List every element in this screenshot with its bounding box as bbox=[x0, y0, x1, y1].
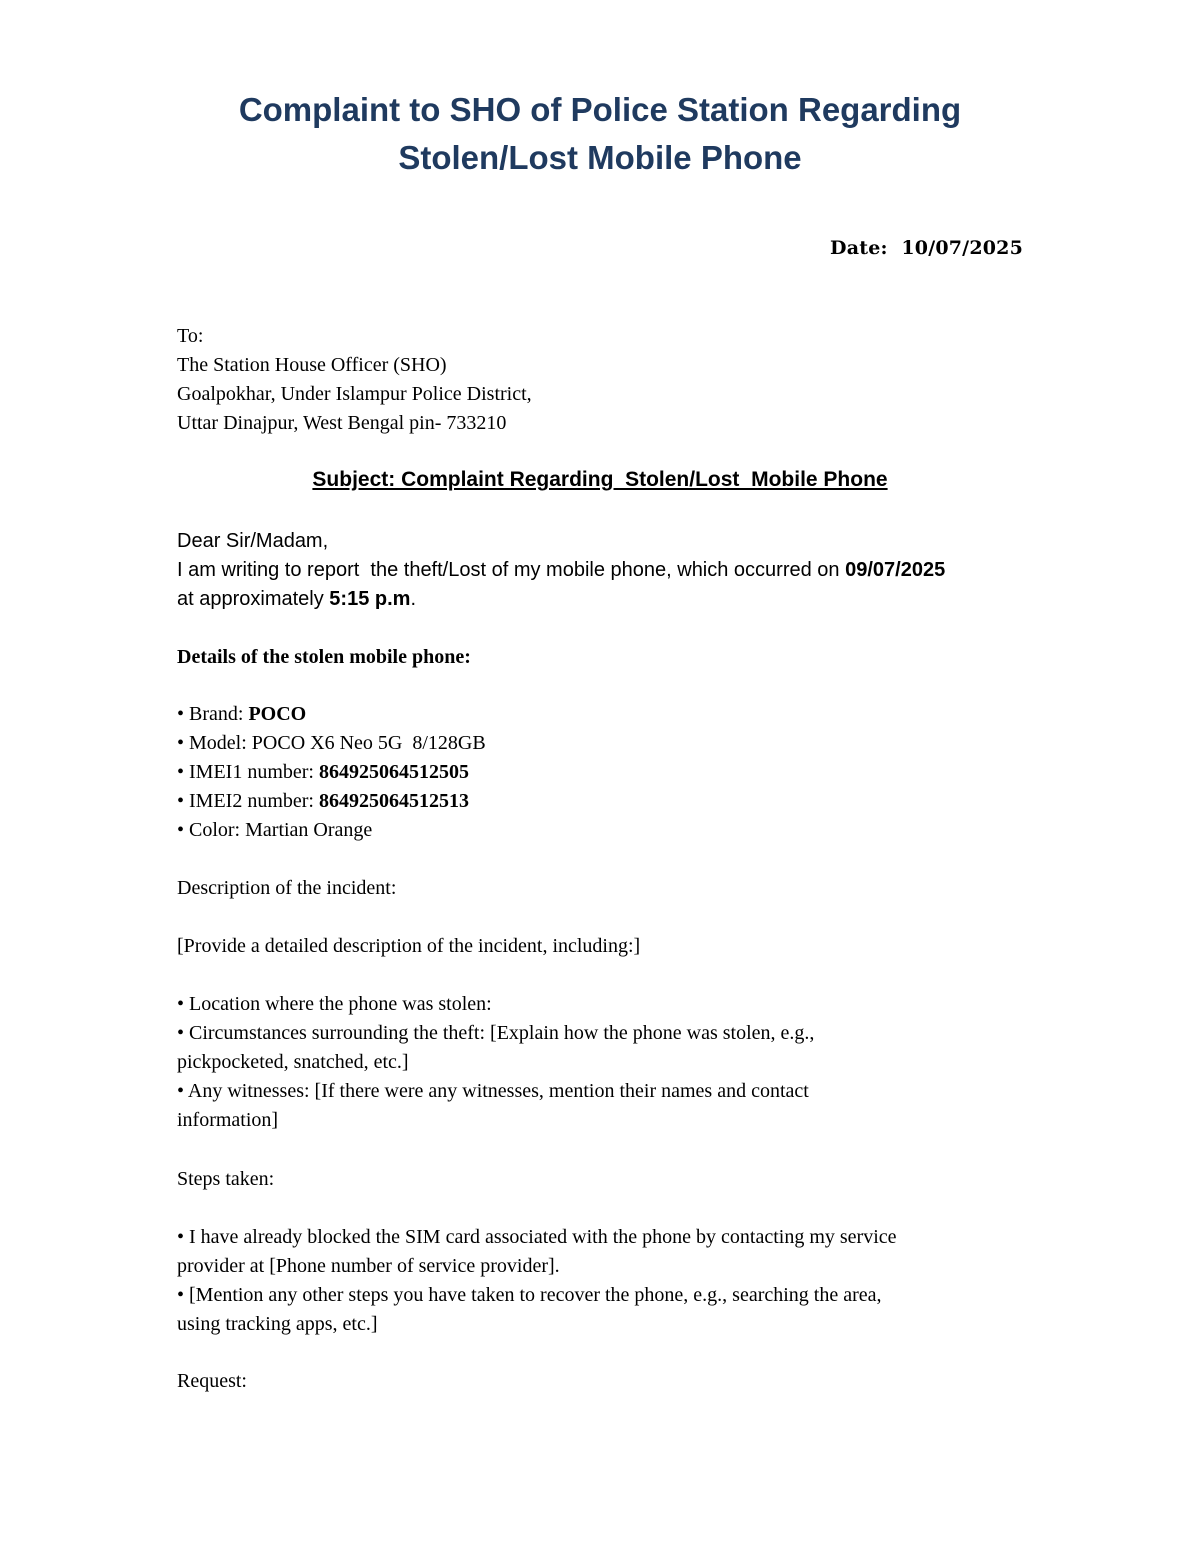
details-heading bbox=[177, 643, 1027, 672]
details-heading-text: Details of the stolen mobile phone: bbox=[177, 646, 471, 668]
witnesses-item-line-2: information] bbox=[177, 1109, 279, 1131]
incident-time: 5:15 p.m bbox=[329, 588, 411, 610]
subject-line: Subject: Complaint Regarding Stolen/Lost Mobile Phone bbox=[312, 468, 888, 491]
imei2-value: 864925064512513 bbox=[318, 790, 469, 812]
model-item bbox=[177, 729, 1027, 758]
title-line-1: Complaint to SHO of Police Station Regarding bbox=[238, 91, 962, 128]
date-line bbox=[830, 237, 1023, 259]
imei1-value: 864925064512505 bbox=[318, 761, 469, 783]
phone-details-list bbox=[177, 700, 1027, 845]
imei2-item bbox=[177, 787, 1027, 816]
letter-intro bbox=[177, 527, 1027, 614]
color-label: • Color: bbox=[177, 819, 246, 841]
imei2-label: • IMEI2 number: bbox=[177, 790, 319, 812]
request-heading-text: Request: bbox=[177, 1370, 247, 1392]
incident-date: 09/07/2025 bbox=[845, 559, 946, 581]
other-step-line-1: • [Mention any other steps you have taken to recover the phone, e.g., searching the area, bbox=[177, 1284, 882, 1306]
time-suffix: . bbox=[410, 588, 417, 610]
salutation: Dear Sir/Madam, bbox=[177, 530, 329, 552]
brand-label: • Brand: bbox=[177, 703, 249, 725]
intro-line-2 bbox=[177, 585, 1027, 614]
to-label: To: bbox=[177, 325, 204, 347]
sim-step-line-2: provider at [Phone number of service provider]. bbox=[177, 1255, 560, 1277]
witnesses-item-line-1: • Any witnesses: [If there were any witnesses, mention their names and contact bbox=[177, 1080, 809, 1102]
incident-heading-text: Description of the incident: bbox=[177, 877, 397, 899]
sim-step-line-1: • I have already blocked the SIM card associated with the phone by contacting my service bbox=[177, 1226, 897, 1248]
brand-value: POCO bbox=[248, 703, 307, 725]
incident-placeholder-text: [Provide a detailed description of the incident, including:] bbox=[177, 935, 641, 957]
date-value: 10/07/2025 bbox=[901, 237, 1023, 259]
date-label: Date: bbox=[830, 237, 888, 259]
circumstances-item-line-1: • Circumstances surrounding the theft: [Explain how the phone was stolen, e.g., bbox=[177, 1022, 815, 1044]
recipient-line-1: The Station House Officer (SHO) bbox=[177, 354, 447, 376]
document-title bbox=[150, 86, 1050, 182]
request-heading bbox=[177, 1367, 1027, 1396]
imei1-item bbox=[177, 758, 1027, 787]
model-value: POCO X6 Neo 5G 8/128GB bbox=[251, 732, 486, 754]
brand-item bbox=[177, 700, 1027, 729]
color-item bbox=[177, 816, 1027, 845]
recipient-line-3: Uttar Dinajpur, West Bengal pin- 733210 bbox=[177, 412, 507, 434]
model-label: • Model: bbox=[177, 732, 252, 754]
time-prefix: at approximately bbox=[177, 588, 330, 610]
location-item: • Location where the phone was stolen: bbox=[177, 993, 492, 1015]
circumstances-item-line-2: pickpocketed, snatched, etc.] bbox=[177, 1051, 409, 1073]
other-step-line-2: using tracking apps, etc.] bbox=[177, 1313, 378, 1335]
steps-list bbox=[177, 1223, 1027, 1339]
recipient-address bbox=[177, 322, 1027, 438]
imei1-label: • IMEI1 number: bbox=[177, 761, 319, 783]
steps-heading bbox=[177, 1165, 1027, 1194]
incident-placeholder bbox=[177, 932, 1027, 961]
incident-details-list bbox=[177, 990, 1027, 1135]
incident-heading bbox=[177, 874, 1027, 903]
recipient-line-2: Goalpokhar, Under Islampur Police District, bbox=[177, 383, 532, 405]
steps-heading-text: Steps taken: bbox=[177, 1168, 275, 1190]
intro-text: I am writing to report the theft/Lost of my mobile phone, which occurred on bbox=[177, 559, 846, 581]
intro-line-1 bbox=[177, 556, 1027, 585]
title-line-2: Stolen/Lost Mobile Phone bbox=[398, 139, 802, 176]
color-value: Martian Orange bbox=[245, 819, 373, 841]
